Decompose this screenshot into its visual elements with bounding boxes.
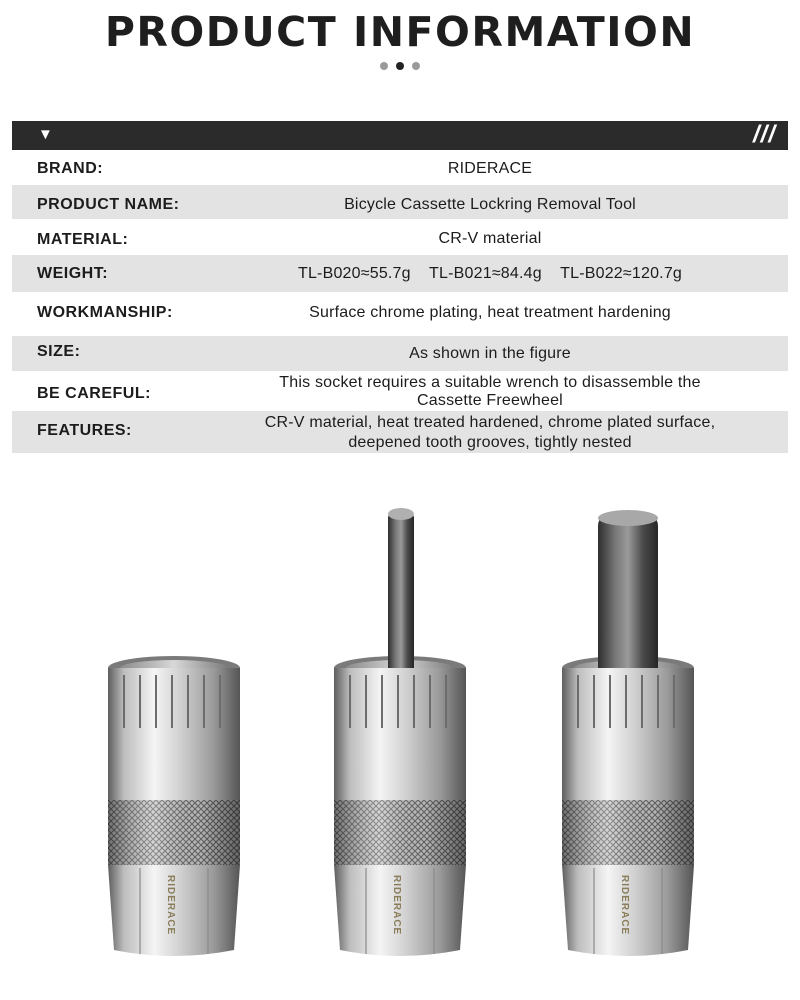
section-header-bar [12,121,788,150]
brand-mark: RIDERACE [165,875,176,936]
triangle-down-icon: ▼ [38,126,53,143]
spec-value-line: deepened tooth grooves, tightly nested [348,434,632,451]
spec-label: BRAND: [37,160,104,177]
spec-value: CR-V material [438,230,542,247]
spec-row-weight [12,255,788,292]
spec-value [202,374,778,410]
slashes-decoration: /// [752,121,776,148]
tool-tl-b022 [562,510,694,956]
spec-row-size [12,336,788,371]
tool-tl-b021 [334,508,466,956]
spec-label: MATERIAL: [37,231,129,248]
spec-label: SIZE: [37,343,81,360]
spec-value: RIDERACE [447,160,533,177]
spec-value-line: This socket requires a suitable wrench to disassemble the [279,374,701,391]
spec-value-line: CR-V material, heat treated hardened, chrome plated surface, [264,414,716,431]
spec-label: PRODUCT NAME: [37,196,180,213]
carousel-dot[interactable] [380,62,388,70]
brand-mark: RIDERACE [619,875,630,936]
product-image [0,470,800,990]
spec-value: Bicycle Cassette Lockring Removal Tool [344,196,636,213]
spec-row-material [12,219,788,255]
tool-tl-b020 [108,656,240,956]
spec-label: WORKMANSHIP: [37,304,173,321]
brand-mark: RIDERACE [391,875,402,936]
spec-row-features [12,411,788,453]
carousel-dot[interactable] [412,62,420,70]
spec-value-line: Cassette Freewheel [417,392,563,409]
spec-label: BE CAREFUL: [37,385,151,402]
carousel-dots [0,62,800,70]
spec-value: As shown in the figure [409,345,571,362]
spec-row-be-careful [12,371,788,411]
spec-value [202,413,778,453]
spec-value: TL-B020≈55.7g TL-B021≈84.4g TL-B022≈120.7g [297,265,683,282]
page-title: PRODUCT INFORMATION [104,8,696,56]
spec-label: WEIGHT: [37,265,109,282]
carousel-dot-active[interactable] [396,62,404,70]
spec-row-product-name [12,185,788,219]
spec-row-brand [12,152,788,185]
spec-label: FEATURES: [37,422,132,439]
spec-value: Surface chrome plating, heat treatment hardening [309,304,671,321]
spec-row-workmanship [12,292,788,336]
